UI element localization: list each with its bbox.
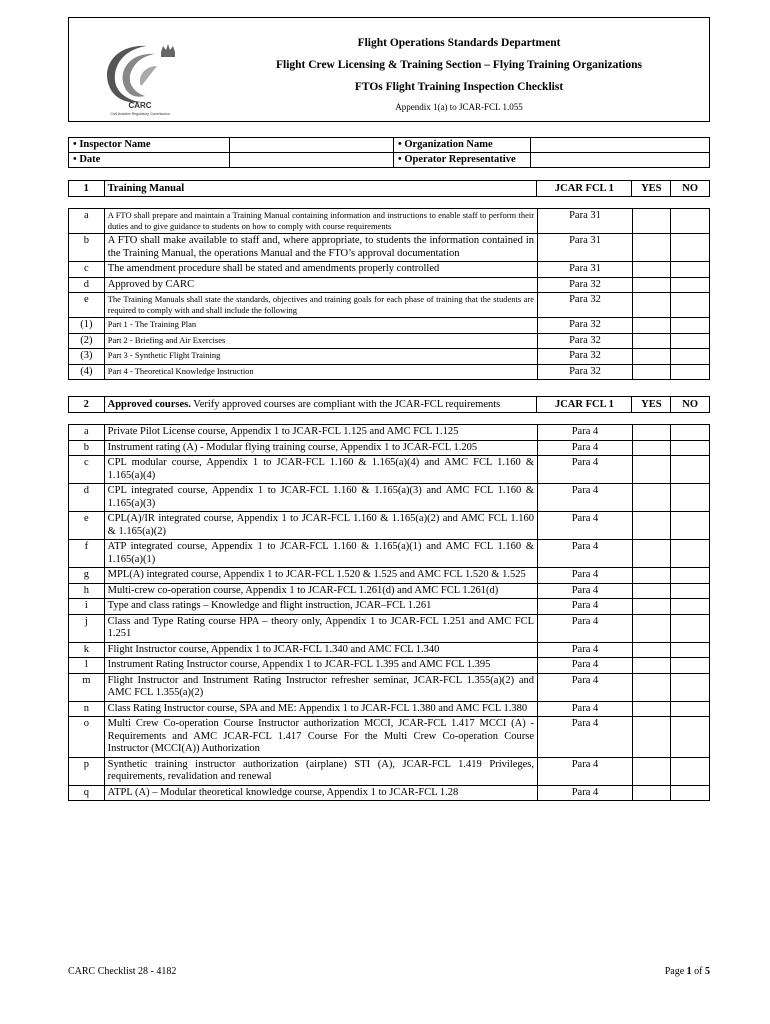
section1-yes-header: YES <box>632 181 671 197</box>
checklist-row <box>69 717 710 758</box>
item-text: Approved by CARC <box>104 277 537 293</box>
checklist-title: FTOs Flight Training Inspection Checklist <box>354 81 564 93</box>
checklist-row <box>69 642 710 658</box>
yes-checkbox[interactable] <box>632 333 671 349</box>
item-text: Multi Crew Co-operation Course Instructor authorization MCCI, JCAR-FCL 1.417 MCCI (A) - Requirements and AMC JCAR-FCL 1.417 Course For the Multi Crew Co-operation Course Instructor (MCCI(A)) Authorization <box>104 717 537 758</box>
inspector-name-field[interactable] <box>230 138 394 153</box>
item-id: g <box>69 568 105 584</box>
no-checkbox[interactable] <box>671 262 710 278</box>
item-reference: Para 4 <box>538 568 633 584</box>
item-text: CPL modular course, Appendix 1 to JCAR-FCL 1.160 & 1.165(a)(4) and AMC FCL 1.160 & 1.165(a)(4) <box>104 456 537 484</box>
item-reference: Para 32 <box>538 349 633 365</box>
item-id: (2) <box>69 333 105 349</box>
section1-header <box>68 180 710 197</box>
no-checkbox[interactable] <box>671 456 710 484</box>
item-reference: Para 4 <box>538 658 633 674</box>
item-id: j <box>69 614 105 642</box>
carc-logo <box>85 38 195 116</box>
item-id: d <box>69 484 105 512</box>
no-checkbox[interactable] <box>671 673 710 701</box>
item-text: ATP integrated course, Appendix 1 to JCAR-FCL 1.160 & 1.165(a)(1) and AMC FCL 1.160 & 1.165(a)(1) <box>104 540 537 568</box>
yes-checkbox[interactable] <box>632 701 671 717</box>
no-checkbox[interactable] <box>671 209 710 234</box>
checklist-row <box>69 349 710 365</box>
item-text: ATPL (A) – Modular theoretical knowledge course, Appendix 1 to JCAR-FCL 1.28 <box>104 785 537 801</box>
item-reference: Para 4 <box>538 614 633 642</box>
item-text: Private Pilot License course, Appendix 1 to JCAR-FCL 1.125 and AMC FCL 1.125 <box>104 425 537 441</box>
no-checkbox[interactable] <box>671 484 710 512</box>
item-text: A FTO shall make available to staff and, where appropriate, to students the information contained in the Training Manual, the operations Manual and the FTO’s approval documentation <box>104 234 537 262</box>
checklist-row <box>69 456 710 484</box>
checklist-row <box>69 484 710 512</box>
item-reference: Para 4 <box>538 512 633 540</box>
yes-checkbox[interactable] <box>632 234 671 262</box>
item-id: e <box>69 293 105 318</box>
yes-checkbox[interactable] <box>632 614 671 642</box>
no-checkbox[interactable] <box>671 701 710 717</box>
no-checkbox[interactable] <box>671 512 710 540</box>
item-reference: Para 32 <box>538 293 633 318</box>
checklist-row <box>69 701 710 717</box>
checklist-row <box>69 568 710 584</box>
item-reference: Para 32 <box>538 318 633 334</box>
yes-checkbox[interactable] <box>632 484 671 512</box>
item-id: o <box>69 717 105 758</box>
item-reference: Para 4 <box>538 757 633 785</box>
yes-checkbox[interactable] <box>632 785 671 801</box>
inspection-info-table <box>68 137 710 168</box>
yes-checkbox[interactable] <box>632 717 671 758</box>
item-reference: Para 4 <box>538 599 633 615</box>
item-text: Instrument Rating Instructor course, Appendix 1 to JCAR-FCL 1.395 and AMC FCL 1.395 <box>104 658 537 674</box>
item-reference: Para 32 <box>538 364 633 380</box>
section1-no-header: NO <box>671 181 710 197</box>
no-checkbox[interactable] <box>671 757 710 785</box>
item-text: Synthetic training instructor authorization (airplane) STI (A), JCAR-FCL 1.419 Privileges, requirements, revalidation and renewal <box>104 757 537 785</box>
section2-no-header: NO <box>671 397 710 413</box>
section2-title: Approved courses. Verify approved courses are compliant with the JCAR-FCL requirements <box>104 397 537 413</box>
yes-checkbox[interactable] <box>632 364 671 380</box>
item-text: CPL(A)/IR integrated course, Appendix 1 to JCAR-FCL 1.160 & 1.165(a)(2) and AMC FCL 1.160 & 1.165(a)(2) <box>104 512 537 540</box>
item-reference: Para 4 <box>538 456 633 484</box>
section2-yes-header: YES <box>632 397 671 413</box>
checklist-row <box>69 425 710 441</box>
item-reference: Para 31 <box>538 262 633 278</box>
checklist-row <box>69 293 710 318</box>
item-text: Part 1 - The Training Plan <box>104 318 537 334</box>
organization-name-field[interactable] <box>531 138 710 153</box>
checklist-row <box>69 757 710 785</box>
no-checkbox[interactable] <box>671 440 710 456</box>
yes-checkbox[interactable] <box>632 425 671 441</box>
date-field[interactable] <box>230 153 394 168</box>
yes-checkbox[interactable] <box>632 456 671 484</box>
item-id: c <box>69 456 105 484</box>
no-checkbox[interactable] <box>671 658 710 674</box>
item-text: Multi-crew co-operation course, Appendix 1 to JCAR-FCL 1.261(d) and AMC FCL 1.261(d) <box>104 583 537 599</box>
item-reference: Para 4 <box>538 583 633 599</box>
item-id: q <box>69 785 105 801</box>
item-id: h <box>69 583 105 599</box>
checklist-row <box>69 277 710 293</box>
section2-number: 2 <box>69 397 105 413</box>
date-label: • Date <box>69 153 230 168</box>
item-text: Part 3 - Synthetic Flight Training <box>104 349 537 365</box>
yes-checkbox[interactable] <box>632 599 671 615</box>
item-reference: Para 4 <box>538 785 633 801</box>
yes-checkbox[interactable] <box>632 757 671 785</box>
yes-checkbox[interactable] <box>632 673 671 701</box>
item-reference: Para 31 <box>538 234 633 262</box>
checklist-row <box>69 333 710 349</box>
item-text: Type and class ratings – Knowledge and flight instruction, JCAR–FCL 1.261 <box>104 599 537 615</box>
no-checkbox[interactable] <box>671 599 710 615</box>
checklist-row <box>69 234 710 262</box>
no-checkbox[interactable] <box>671 583 710 599</box>
item-id: (1) <box>69 318 105 334</box>
page-indicator: Page 1 of 5 <box>664 966 710 977</box>
checklist-row <box>69 785 710 801</box>
document-header <box>68 17 710 122</box>
yes-checkbox[interactable] <box>632 277 671 293</box>
yes-checkbox[interactable] <box>632 318 671 334</box>
section-title: Flight Crew Licensing & Training Section – Flying Training Organizations <box>275 59 642 71</box>
item-id: a <box>69 425 105 441</box>
checklist-row <box>69 540 710 568</box>
checklist-row <box>69 658 710 674</box>
item-text: Flight Instructor course, Appendix 1 to JCAR-FCL 1.340 and AMC FCL 1.340 <box>104 642 537 658</box>
item-id: (4) <box>69 364 105 380</box>
no-checkbox[interactable] <box>671 785 710 801</box>
checklist-number: CARC Checklist 28 - 4182 <box>68 966 177 977</box>
item-reference: Para 32 <box>538 333 633 349</box>
yes-checkbox[interactable] <box>632 262 671 278</box>
operator-rep-label: • Operator Representative <box>394 153 531 168</box>
item-id: b <box>69 440 105 456</box>
section1-title: Training Manual <box>104 181 537 197</box>
item-reference: Para 32 <box>538 277 633 293</box>
yes-checkbox[interactable] <box>632 568 671 584</box>
yes-checkbox[interactable] <box>632 512 671 540</box>
item-text: Part 4 - Theoretical Knowledge Instruction <box>104 364 537 380</box>
checklist-row <box>69 262 710 278</box>
item-reference: Para 31 <box>538 209 633 234</box>
item-id: e <box>69 512 105 540</box>
no-checkbox[interactable] <box>671 293 710 318</box>
no-checkbox[interactable] <box>671 333 710 349</box>
section1-ref-header: JCAR FCL 1 <box>537 181 632 197</box>
checklist-row <box>69 440 710 456</box>
section1-items <box>68 208 710 380</box>
item-text: MPL(A) integrated course, Appendix 1 to JCAR-FCL 1.520 & 1.525 and AMC FCL 1.520 & 1.525 <box>104 568 537 584</box>
logo-text: CARC <box>128 101 152 110</box>
checklist-row <box>69 364 710 380</box>
item-text: CPL integrated course, Appendix 1 to JCAR-FCL 1.160 & 1.165(a)(3) and AMC FCL 1.160 & 1.165(a)(3) <box>104 484 537 512</box>
item-id: l <box>69 658 105 674</box>
item-reference: Para 4 <box>538 701 633 717</box>
no-checkbox[interactable] <box>671 425 710 441</box>
inspector-name-label: • Inspector Name <box>69 138 230 153</box>
checklist-row <box>69 673 710 701</box>
section2-ref-header: JCAR FCL 1 <box>537 397 632 413</box>
no-checkbox[interactable] <box>671 568 710 584</box>
yes-checkbox[interactable] <box>632 540 671 568</box>
item-reference: Para 4 <box>538 642 633 658</box>
item-reference: Para 4 <box>538 540 633 568</box>
logo-subtext: Civil Aviation Regulatory Commission <box>110 112 170 116</box>
section1-number: 1 <box>69 181 105 197</box>
no-checkbox[interactable] <box>671 318 710 334</box>
yes-checkbox[interactable] <box>632 658 671 674</box>
checklist-row <box>69 209 710 234</box>
checklist-row <box>69 599 710 615</box>
no-checkbox[interactable] <box>671 364 710 380</box>
operator-rep-field[interactable] <box>531 153 710 168</box>
item-id: m <box>69 673 105 701</box>
no-checkbox[interactable] <box>671 642 710 658</box>
department-title: Flight Operations Standards Department <box>357 37 561 49</box>
item-id: f <box>69 540 105 568</box>
checklist-row <box>69 512 710 540</box>
item-id: (3) <box>69 349 105 365</box>
item-reference: Para 4 <box>538 673 633 701</box>
checklist-row <box>69 614 710 642</box>
no-checkbox[interactable] <box>671 234 710 262</box>
item-reference: Para 4 <box>538 425 633 441</box>
item-text: The amendment procedure shall be stated and amendments properly controlled <box>104 262 537 278</box>
item-reference: Para 4 <box>538 484 633 512</box>
no-checkbox[interactable] <box>671 614 710 642</box>
item-id: i <box>69 599 105 615</box>
item-text: Class Rating Instructor course, SPA and ME: Appendix 1 to JCAR-FCL 1.380 and AMC FCL 1.380 <box>104 701 537 717</box>
item-reference: Para 4 <box>538 717 633 758</box>
no-checkbox[interactable] <box>671 277 710 293</box>
item-text: Flight Instructor and Instrument Rating Instructor refresher seminar, JCAR-FCL 1.355(a)(2) and AMC FCL 1.355(a)(2) <box>104 673 537 701</box>
item-text: The Training Manuals shall state the standards, objectives and training goals for each phase of training that the students are required to comply with and shall include the following <box>104 293 537 318</box>
item-id: n <box>69 701 105 717</box>
appendix-ref: Appendix 1(a) to JCAR-FCL 1.055 <box>395 102 523 112</box>
no-checkbox[interactable] <box>671 349 710 365</box>
yes-checkbox[interactable] <box>632 349 671 365</box>
item-reference: Para 4 <box>538 440 633 456</box>
item-text: Instrument rating (A) - Modular flying training course, Appendix 1 to JCAR-FCL 1.205 <box>104 440 537 456</box>
no-checkbox[interactable] <box>671 717 710 758</box>
section2-items <box>68 424 710 801</box>
item-text: Part 2 - Briefing and Air Exercises <box>104 333 537 349</box>
item-id: b <box>69 234 105 262</box>
yes-checkbox[interactable] <box>632 583 671 599</box>
item-id: a <box>69 209 105 234</box>
item-id: p <box>69 757 105 785</box>
item-id: c <box>69 262 105 278</box>
item-id: d <box>69 277 105 293</box>
organization-name-label: • Organization Name <box>394 138 531 153</box>
checklist-row <box>69 318 710 334</box>
yes-checkbox[interactable] <box>632 642 671 658</box>
yes-checkbox[interactable] <box>632 293 671 318</box>
yes-checkbox[interactable] <box>632 209 671 234</box>
checklist-row <box>69 583 710 599</box>
item-text: Class and Type Rating course HPA – theory only, Appendix 1 to JCAR-FCL 1.251 and AMC FCL 1.251 <box>104 614 537 642</box>
section2-header <box>68 396 710 413</box>
item-text: A FTO shall prepare and maintain a Training Manual containing information and instructions to enable staff to perform their duties and to give guidance to students on how to comply with course requirements <box>104 209 537 234</box>
item-id: k <box>69 642 105 658</box>
no-checkbox[interactable] <box>671 540 710 568</box>
yes-checkbox[interactable] <box>632 440 671 456</box>
